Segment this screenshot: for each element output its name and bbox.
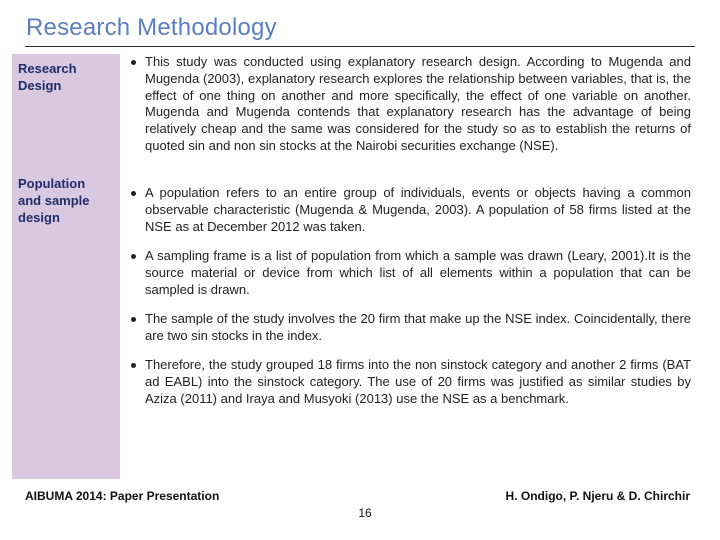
- label-line: Design: [18, 78, 62, 93]
- footer-event: AIBUMA 2014: Paper Presentation: [25, 489, 220, 503]
- bullet-item: [131, 54, 691, 155]
- bullet-dot-icon: [131, 191, 136, 196]
- bullet-text: A population refers to an entire group of individuals, events or objects having a common observable characteristic (Mugenda & Mugenda, 2003). A population of 58 firms listed at the NSE as at December 2012 was taken.: [145, 185, 691, 234]
- footer-authors: H. Ondigo, P. Njeru & D. Chirchir: [505, 489, 690, 503]
- label-line: and sample: [18, 193, 90, 208]
- bullet-dot-icon: [131, 254, 136, 259]
- label-line: Research: [18, 61, 77, 76]
- bullet-item: [131, 311, 691, 345]
- label-line: Population: [18, 176, 86, 191]
- title-divider: [25, 46, 695, 47]
- bullet-item: [131, 357, 691, 407]
- section-label-research-design: [18, 60, 77, 94]
- bullet-text: The sample of the study involves the 20 firm that make up the NSE index. Coincidentally, there are two sin stocks in the index.: [145, 311, 691, 343]
- slide-title: Research Methodology: [26, 14, 277, 41]
- bullet-text: Therefore, the study grouped 18 firms into the non sinstock category and another 2 firms (BAT ad EABL) into the sinstock category. The use of 20 firms was justified as similar studies by Aziza (2011) and Iraya and Musyoki (2013) use the NSE as a benchmark.: [145, 357, 691, 406]
- page-number: 16: [358, 506, 372, 520]
- bullet-item: [131, 185, 691, 235]
- bullet-dot-icon: [131, 317, 136, 322]
- bullet-text: A sampling frame is a list of population from which a sample was drawn (Leary, 2001).It is the source material or device from which list of all elements within a population that can be sampled is drawn.: [145, 248, 691, 297]
- section-label-population: [18, 175, 90, 226]
- label-line: design: [18, 210, 60, 225]
- bullet-dot-icon: [131, 363, 136, 368]
- bullet-text: This study was conducted using explanatory research design. According to Mugenda and Mugenda (2003), explanatory research explores the relationship between variables, that is, the effect of one thing on another and more specifically, the effect of one variable on another. Mugenda and Mugenda contends that explanatory research has the advantage of being relatively cheap and the same was considered for the study so as to establish the returns of quoted sin and non sin stocks at the Nairobi securities exchange (NSE).: [145, 54, 691, 153]
- bullet-item: [131, 248, 691, 298]
- bullet-dot-icon: [131, 60, 136, 65]
- section-sidebar: [12, 54, 120, 479]
